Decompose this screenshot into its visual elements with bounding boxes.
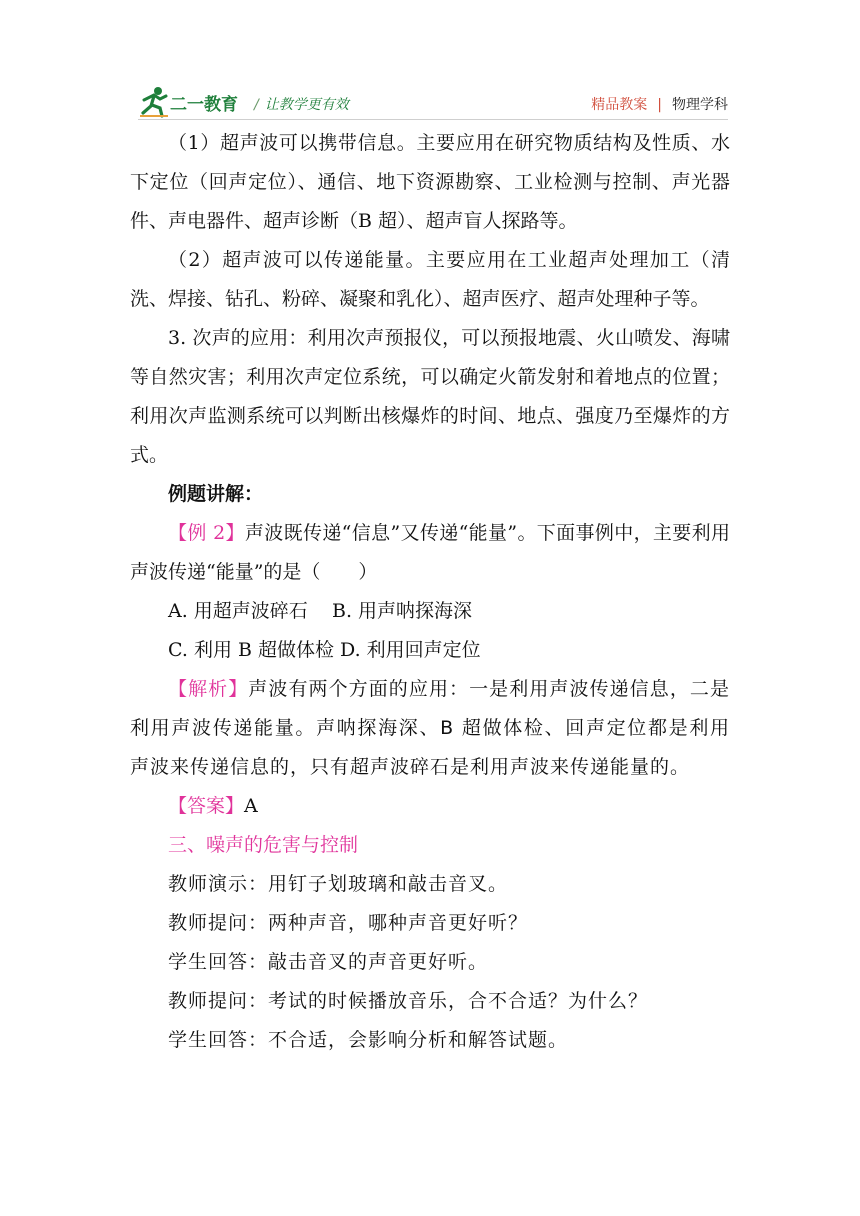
category-label: 精品教案: [591, 97, 648, 113]
dialogue-line-1: 教师演示：用钉子划玻璃和敲击音叉。: [168, 873, 509, 895]
section-title: 三、噪声的危害与控制: [168, 834, 359, 856]
dialogue-line-4: 教师提问：考试的时候播放音乐，合不合适？为什么？: [168, 990, 649, 1012]
example-heading: 例题讲解：: [168, 483, 264, 505]
dialogue-line-3: 学生回答：敲击音叉的声音更好听。: [168, 951, 489, 973]
answer: [130, 787, 730, 826]
dialogue-line-5: 学生回答：不合适，会影响分析和解答试题。: [168, 1029, 569, 1051]
header-divider: [138, 119, 728, 120]
example-tag: 【例 2】: [168, 522, 245, 544]
subject-label: 物理学科: [672, 97, 728, 113]
header-separator: |: [657, 97, 662, 113]
example-question: [130, 514, 730, 592]
options-cd: C. 利用 B 超做体检 D. 利用回声定位: [168, 639, 481, 661]
answer-tag: 【答案】: [168, 795, 245, 817]
logo-text: 二一教育: [170, 95, 238, 115]
example-text: 声波既传递“信息”又传递“能量”。下面事例中，主要利用声波传递“能量”的是（ ）: [130, 522, 730, 583]
analysis-tag: 【解析】: [168, 678, 249, 700]
header-right: [591, 94, 728, 114]
page-header: [138, 86, 728, 120]
analysis: [130, 670, 730, 787]
document-body: [130, 124, 730, 1060]
slogan-text: 让教学更有效: [264, 97, 349, 113]
paragraph-ultrasound-info: （1）超声波可以携带信息。主要应用在研究物质结构及性质、水下定位（回声定位）、通信、地下资源勘察、工业检测与控制、声光器件、声电器件、超声诊断（B 超）、超声盲人探路等。: [130, 132, 730, 232]
paragraph-ultrasound-energy: （2）超声波可以传递能量。主要应用在工业超声处理加工（清洗、焊接、钻孔、粉碎、凝聚和乳化）、超声医疗、超声处理种子等。: [130, 249, 730, 310]
options-ab: [130, 592, 730, 631]
dialogue-line-2: 教师提问：两种声音，哪种声音更好听？: [168, 912, 529, 934]
slogan: / 让教学更有效: [254, 97, 349, 113]
brand-logo: [138, 86, 248, 118]
option-b: B. 用声呐探海深: [331, 600, 473, 622]
runner-logo-icon: [138, 86, 172, 118]
paragraph-infrasound: 3. 次声的应用：利用次声预报仪，可以预报地震、火山喷发、海啸等自然灾害；利用次声定位系统，可以确定火箭发射和着地点的位置；利用次声监测系统可以判断出核爆炸的时间、地点、强度乃至爆炸的方式。: [130, 327, 730, 466]
analysis-text: 声波有两个方面的应用：一是利用声波传递信息，二是利用声波传递能量。声呐探海深、B 超做体检、回声定位都是利用声波来传递信息的，只有超声波碎石是利用声波来传递能量的。: [130, 678, 730, 778]
answer-text: A: [244, 795, 258, 817]
option-a: A. 用超声波碎石: [168, 600, 308, 622]
